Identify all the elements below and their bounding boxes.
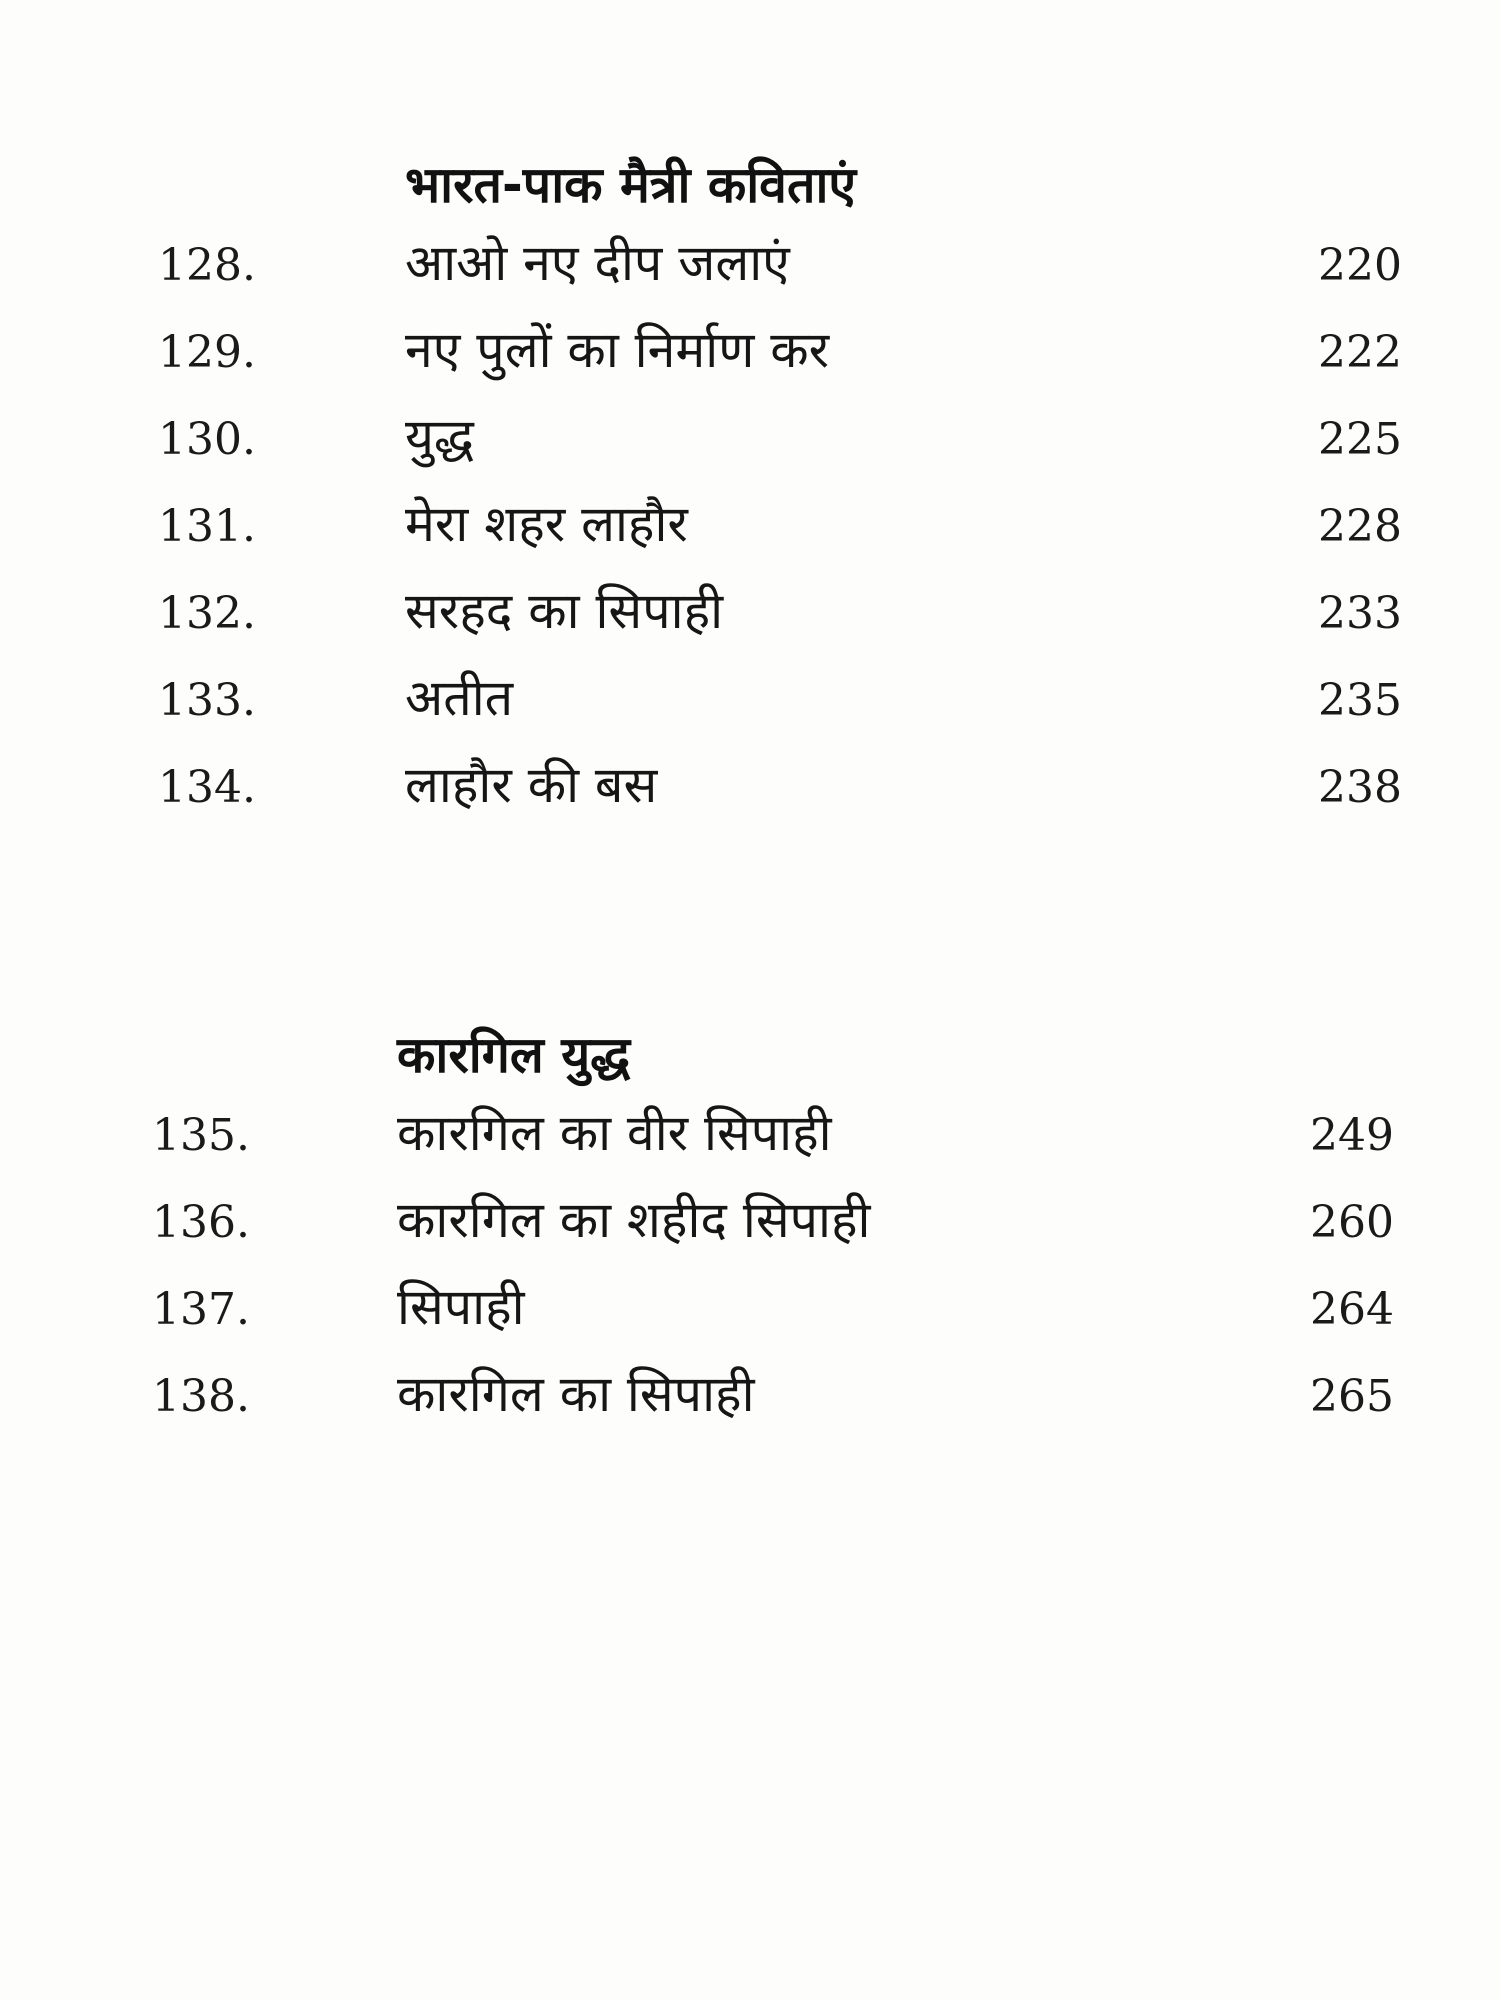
entry-page-number: 225 <box>1318 414 1402 465</box>
entry-title: अतीत <box>405 669 514 727</box>
entry-title: कारगिल का शहीद सिपाही <box>397 1191 871 1249</box>
toc-entry[interactable] <box>0 497 1500 584</box>
toc-entry[interactable] <box>0 1193 1500 1280</box>
entry-page-number: 220 <box>1318 240 1402 291</box>
toc-entry[interactable] <box>0 1367 1500 1454</box>
entry-title: कारगिल का सिपाही <box>397 1365 755 1423</box>
entry-number: 135. <box>152 1110 250 1161</box>
toc-entry[interactable] <box>0 671 1500 758</box>
entry-page-number: 265 <box>1310 1371 1394 1422</box>
toc-entry[interactable] <box>0 410 1500 497</box>
section-heading: भारत-पाक मैत्री कविताएं <box>405 156 857 214</box>
entry-title: सिपाही <box>397 1278 525 1336</box>
entry-page-number: 228 <box>1318 501 1402 552</box>
entry-title: युद्ध <box>405 408 474 466</box>
entry-number: 136. <box>152 1197 250 1248</box>
section-heading: कारगिल युद्ध <box>397 1026 631 1084</box>
toc-entry[interactable] <box>0 236 1500 323</box>
toc-entry[interactable] <box>0 323 1500 410</box>
entry-page-number: 249 <box>1310 1110 1394 1161</box>
toc-entry[interactable] <box>0 758 1500 845</box>
entry-page-number: 222 <box>1318 327 1402 378</box>
entry-number: 132. <box>158 588 256 639</box>
entry-number: 137. <box>152 1284 250 1335</box>
entry-title: कारगिल का वीर सिपाही <box>397 1104 832 1162</box>
entry-page-number: 260 <box>1310 1197 1394 1248</box>
entry-list <box>0 1106 1500 1454</box>
entry-page-number: 238 <box>1318 762 1402 813</box>
entry-page-number: 235 <box>1318 675 1402 726</box>
entry-number: 138. <box>152 1371 250 1422</box>
entry-title: सरहद का सिपाही <box>405 582 724 640</box>
entry-title: लाहौर की बस <box>405 756 658 814</box>
entry-title: नए पुलों का निर्माण कर <box>405 321 830 379</box>
entry-number: 130. <box>158 414 256 465</box>
entry-number: 128. <box>158 240 256 291</box>
entry-title: मेरा शहर लाहौर <box>405 495 688 553</box>
toc-entry[interactable] <box>0 1280 1500 1367</box>
entry-page-number: 264 <box>1310 1284 1394 1335</box>
entry-number: 131. <box>158 501 256 552</box>
toc-entry[interactable] <box>0 1106 1500 1193</box>
entry-number: 133. <box>158 675 256 726</box>
entry-page-number: 233 <box>1318 588 1402 639</box>
entry-number: 134. <box>158 762 256 813</box>
entry-list <box>0 236 1500 845</box>
entry-title: आओ नए दीप जलाएं <box>405 234 790 292</box>
toc-entry[interactable] <box>0 584 1500 671</box>
entry-number: 129. <box>158 327 256 378</box>
